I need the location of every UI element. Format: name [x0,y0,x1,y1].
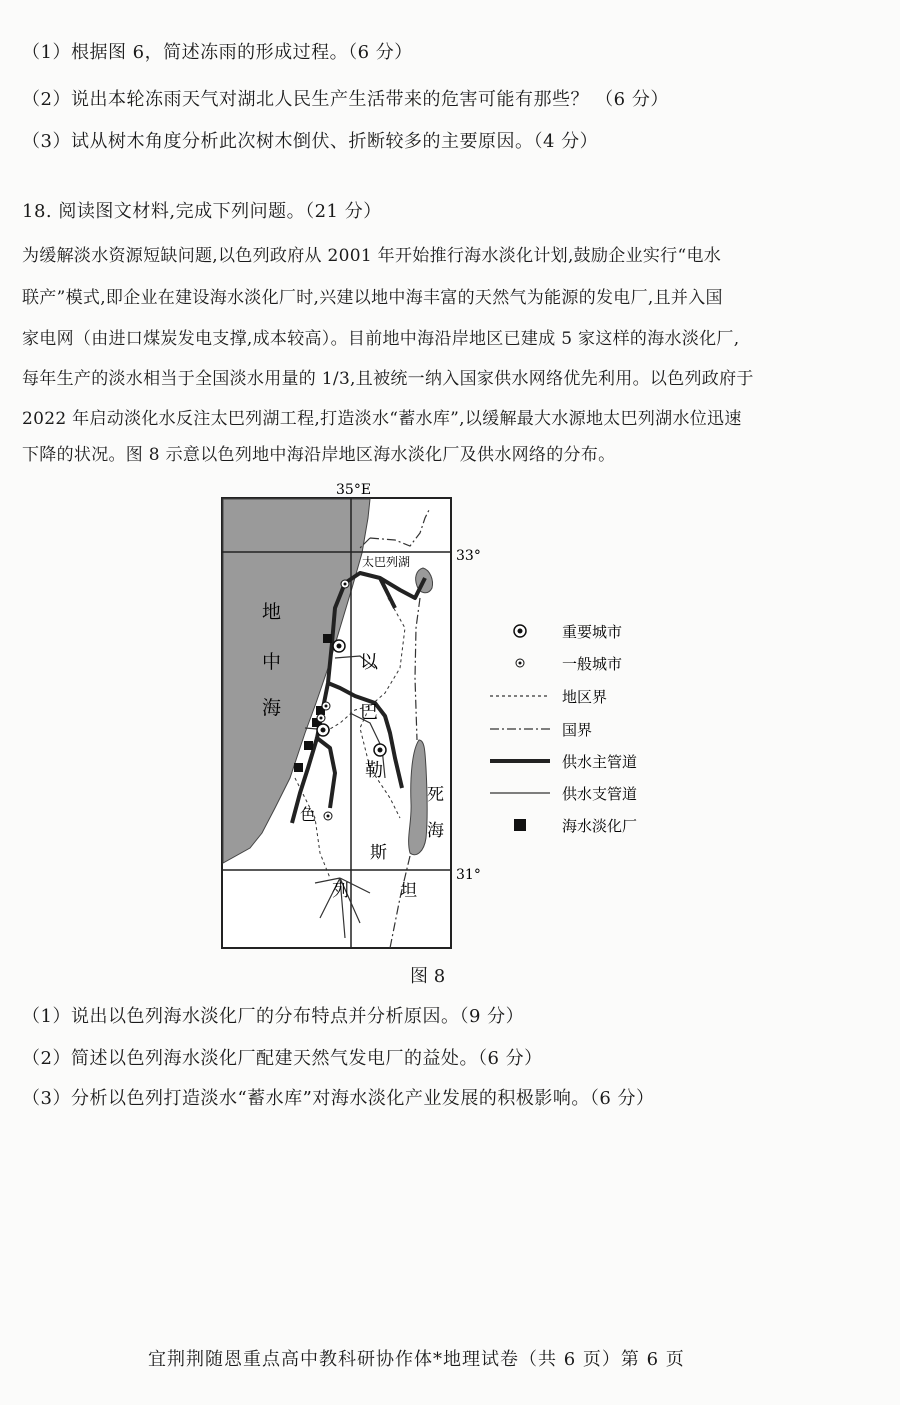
major-city-marker [317,724,329,736]
question-17-3: （3）试从树木角度分析此次树木倒伏、折断较多的主要原因。（4 分） [22,131,599,152]
question-18-1: （1）说出以色列海水淡化厂的分布特点并分析原因。（9 分） [22,1006,525,1027]
figure-8-map [220,478,710,958]
label-sea-2: 中 [262,651,282,673]
city-marker [324,812,332,820]
page-footer: 宜荆荆随恩重点高中教科研协作体*地理试卷（共 6 页）第 6 页 [148,1349,685,1370]
label-dead-sea-2: 海 [427,821,444,841]
city-marker [341,580,349,588]
material-line-1: 为缓解淡水资源短缺问题,以色列政府从 2001 年开始推行海水淡化计划,鼓励企业实行“电水 [22,246,722,266]
svg-text:一般城市: 一般城市 [562,655,623,673]
material-line-5: 2022 年启动淡化水反注太巴列湖工程,打造淡水“蓄水库”,以缓解最大水源地太巴列湖水位迅速 [22,409,742,429]
label-sea-1: 地 [262,601,282,623]
legend-major-city [514,623,622,641]
legend-city [516,655,622,673]
label-palestine-2: 勒 [365,760,383,781]
legend-desalination-plant [514,817,637,835]
label-palestine-1: 巴 [360,702,378,723]
label-israel-3: 列 [332,881,349,901]
question-17-2: （2）说出本轮冻雨天气对湖北人民生产生活带来的危害可能有那些？ （6 分） [22,89,669,110]
desalination-plant [294,763,303,772]
label-sea-3: 海 [262,697,282,719]
svg-text:供水支管道: 供水支管道 [562,785,638,803]
svg-text:供水主管道: 供水主管道 [562,753,638,771]
question-18-2: （2）简述以色列海水淡化厂配建天然气发电厂的益处。（6 分） [22,1048,543,1069]
major-city-marker [374,744,386,756]
lon-35e-label: 35°E [336,482,372,498]
legend-national-boundary [490,721,592,739]
svg-text:地区界: 地区界 [562,688,608,706]
legend-branch-pipeline [490,785,637,803]
label-palestine-3: 斯 [370,843,387,863]
material-line-3: 家电网（由进口煤炭发电支撑,成本较高）。目前地中海沿岸地区已建成 5 家这样的海水淡化厂, [22,329,740,349]
desalination-plant [304,741,313,750]
svg-text:国界: 国界 [562,721,593,739]
label-lake-tiberias: 太巴列湖 [362,555,411,569]
svg-text:重要城市: 重要城市 [562,623,623,641]
legend-region-boundary [490,688,607,706]
map-svg [220,478,710,958]
lat-31-label: 31° [456,867,481,883]
question-18-3: （3）分析以色列打造淡水“蓄水库”对海水淡化产业发展的积极影响。（6 分） [22,1088,655,1109]
label-israel-1: 以 [360,652,378,673]
city-marker [317,714,325,722]
question-17-1: （1）根据图 6，简述冻雨的形成过程。（6 分） [22,42,413,63]
desalination-plant [323,634,332,643]
figure-caption: 图 8 [410,966,446,987]
city-marker [322,702,330,710]
legend-main-pipeline [490,753,637,771]
svg-text:海水淡化厂: 海水淡化厂 [562,817,638,835]
label-palestine-4: 坦 [400,881,417,901]
material-line-2: 联产”模式,即企业在建设海水淡化厂时,兴建以地中海丰富的天然气为能源的发电厂,且并入国 [22,288,723,308]
material-line-6: 下降的状况。图 8 示意以色列地中海沿岸地区海水淡化厂及供水网络的分布。 [22,445,616,465]
material-line-4: 每年生产的淡水相当于全国淡水用量的 1/3,且被统一纳入国家供水网络优先利用。以色列政府于 [22,369,754,389]
label-dead-sea-1: 死 [427,785,444,805]
question-18-heading: 18. 阅读图文材料,完成下列问题。（21 分） [22,201,382,222]
label-israel-2: 色 [300,805,317,824]
major-city-marker [333,640,345,652]
map-legend [490,623,637,835]
lat-33-label: 33° [456,548,481,564]
